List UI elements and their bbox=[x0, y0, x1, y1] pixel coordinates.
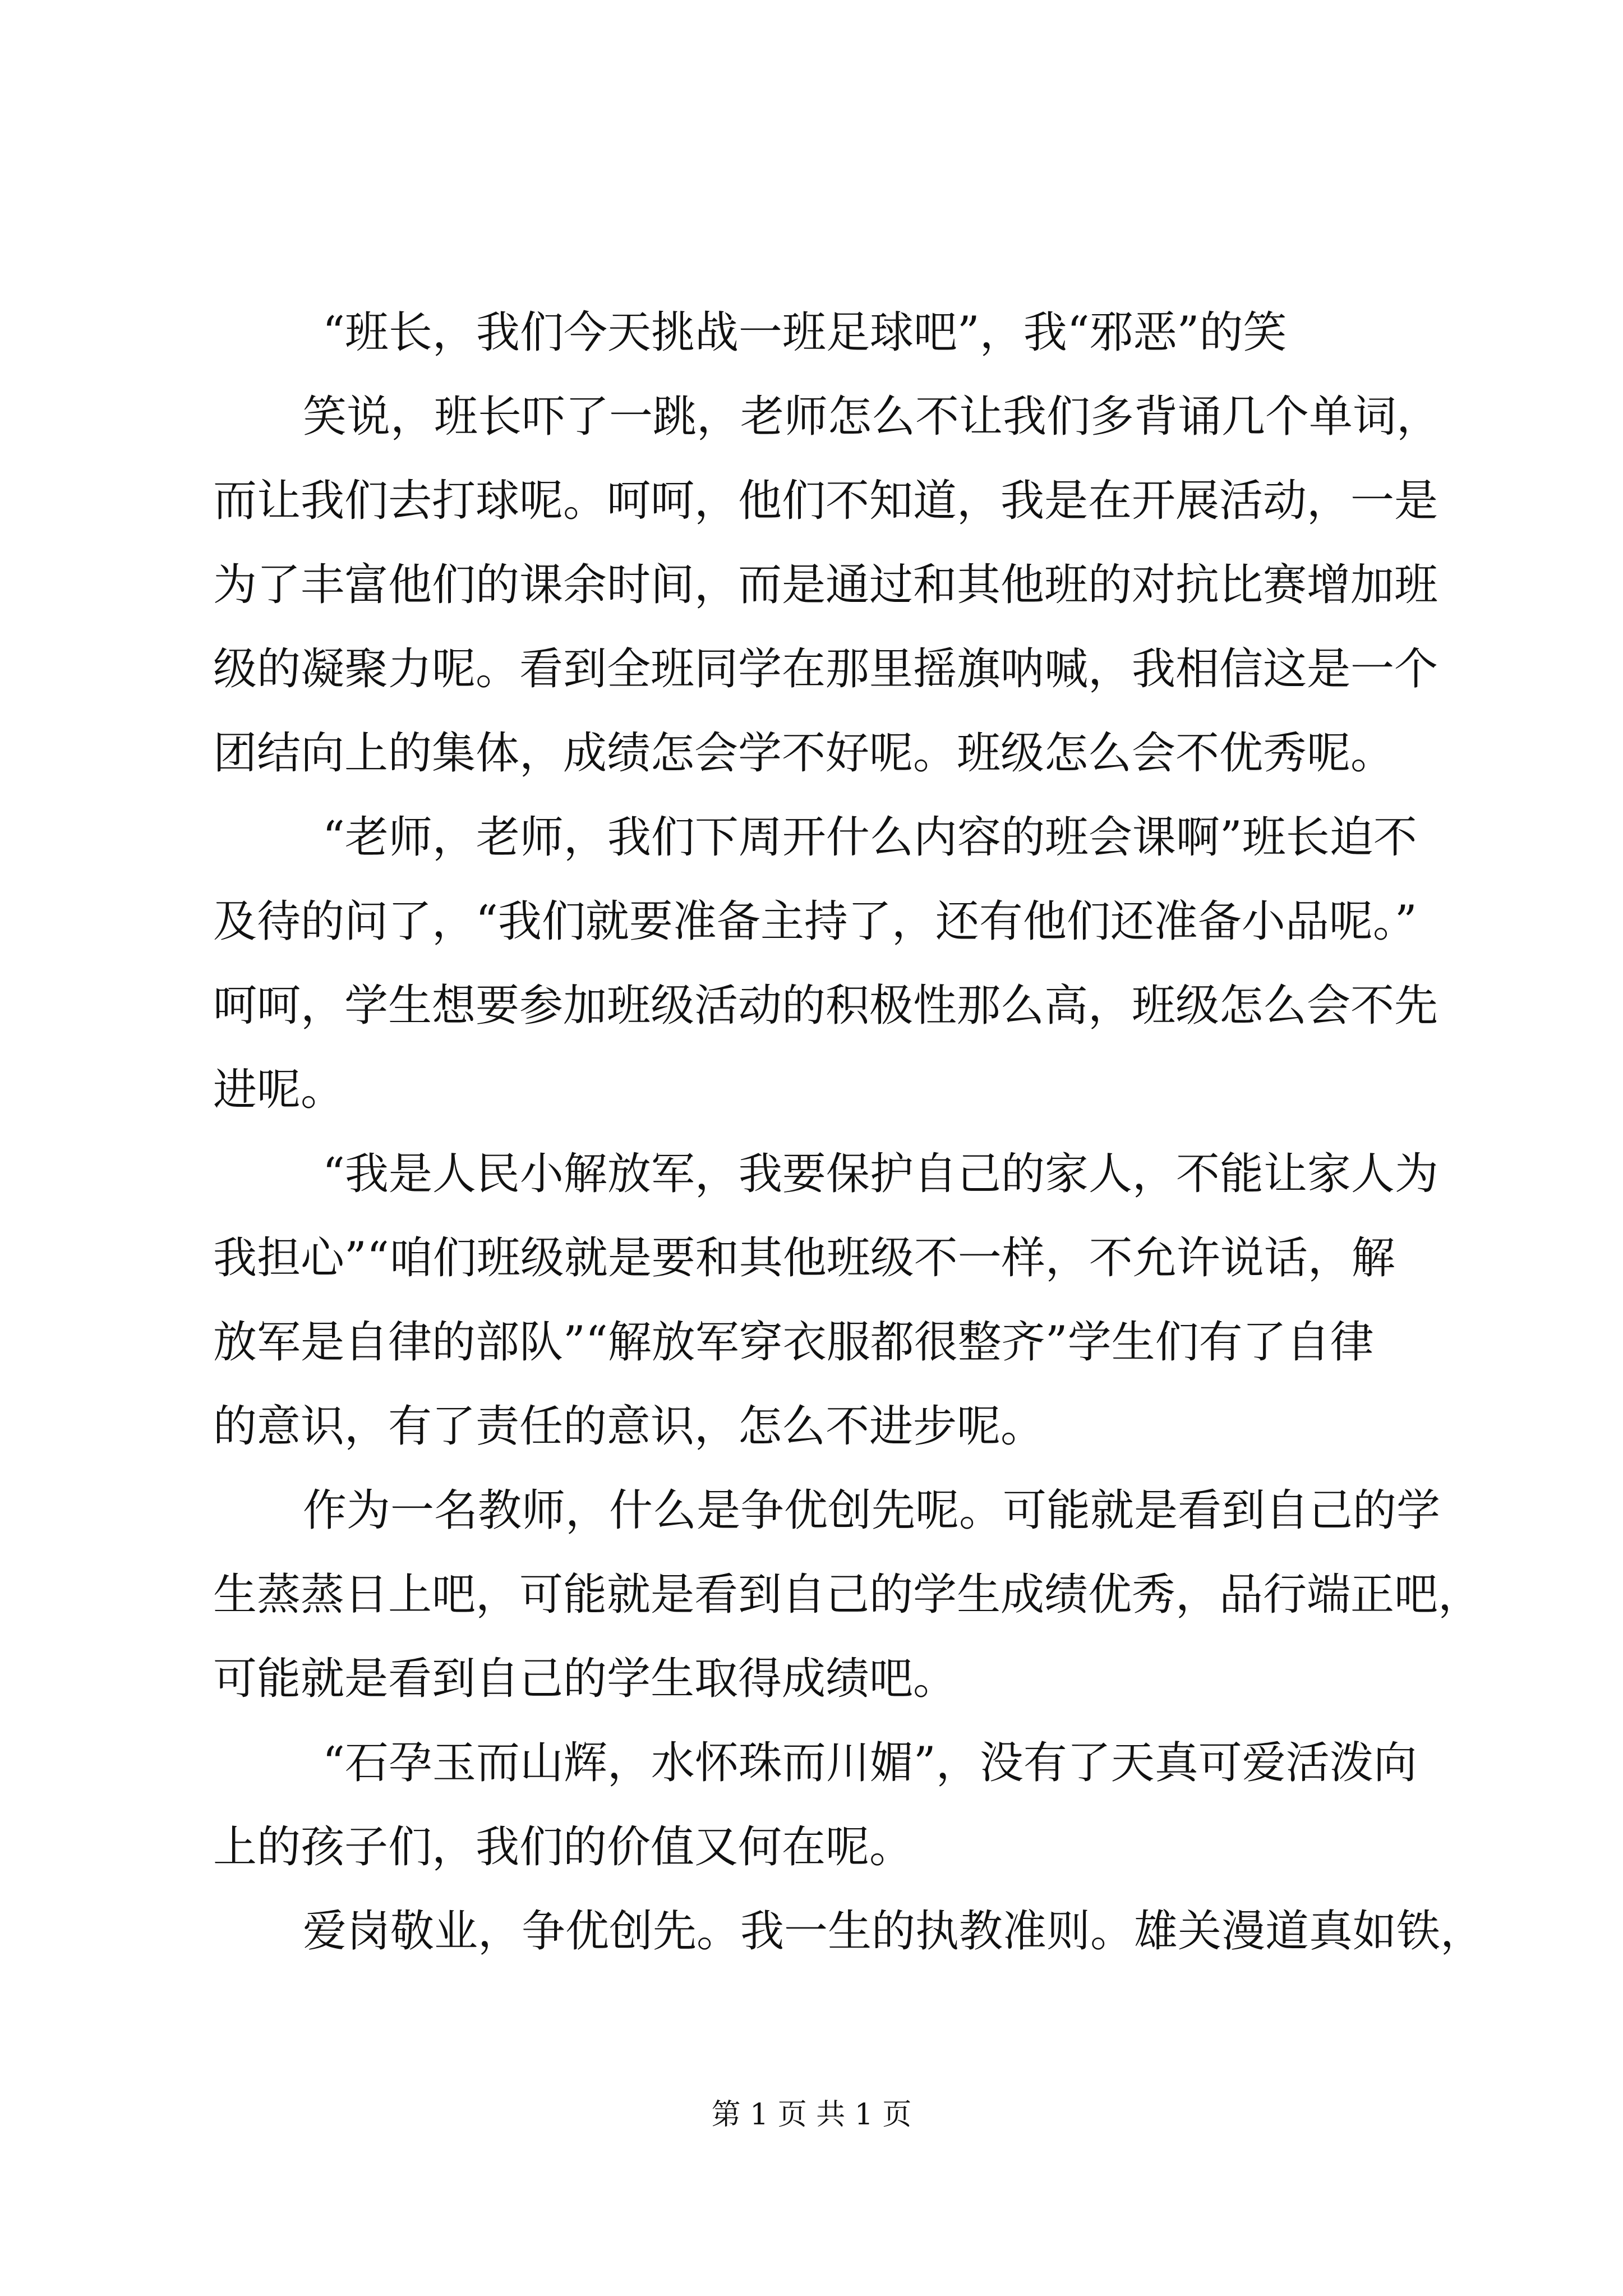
text-line: 呵呵，学生想要参加班级活动的积极性那么高，班级怎么会不先 bbox=[213, 981, 1438, 1031]
text-line: 为了丰富他们的课余时间，而是通过和其他班的对抗比赛增加班 bbox=[213, 560, 1438, 610]
text-line: “老师，老师，我们下周开什么内容的班会课啊”班长迫不 bbox=[322, 812, 1417, 863]
text-line: 而让我们去打球呢。呵呵，他们不知道，我是在开展活动，一是 bbox=[213, 476, 1438, 526]
text-line: 团结向上的集体，成绩怎会学不好呢。班级怎么会不优秀呢。 bbox=[213, 728, 1395, 779]
text-line: 进呢。 bbox=[213, 1065, 345, 1115]
text-line: 生蒸蒸日上吧，可能就是看到自己的学生成绩优秀，品行端正吧， bbox=[213, 1570, 1482, 1620]
text-line: 放军是自律的部队”“解放军穿衣服都很整齐”学生们有了自律 bbox=[213, 1317, 1374, 1368]
text-line: “石孕玉而山辉，水怀珠而川媚”，没有了天真可爱活泼向 bbox=[322, 1738, 1417, 1788]
text-line: 爱岗敬业，争优创先。我一生的执教准则。雄关漫道真如铁， bbox=[303, 1906, 1484, 1957]
text-line: 我担心”“咱们班级就是要和其他班级不一样，不允许说话，解 bbox=[213, 1233, 1395, 1283]
text-line: 上的孩子们，我们的价值又何在呢。 bbox=[213, 1822, 914, 1872]
text-line: 级的凝聚力呢。看到全班同学在那里摇旗呐喊，我相信这是一个 bbox=[213, 644, 1438, 694]
page-footer: 第 1 页 共 1 页 bbox=[711, 2098, 912, 2132]
text-line: 笑说，班长吓了一跳，老师怎么不让我们多背诵几个单词， bbox=[303, 392, 1441, 442]
text-line: 的意识，有了责任的意识，怎么不进步呢。 bbox=[213, 1401, 1045, 1452]
text-line: 及待的问了，“我们就要准备主持了，还有他们还准备小品呢。” bbox=[213, 896, 1417, 947]
text-line: “班长，我们今天挑战一班足球吧”，我“邪恶”的笑 bbox=[322, 307, 1287, 358]
text-line: 作为一名教师，什么是争优创先呢。可能就是看到自己的学 bbox=[303, 1485, 1441, 1536]
text-line: 可能就是看到自己的学生取得成绩吧。 bbox=[213, 1654, 957, 1704]
text-line: “我是人民小解放军，我要保护自己的家人，不能让家人为 bbox=[322, 1149, 1438, 1199]
